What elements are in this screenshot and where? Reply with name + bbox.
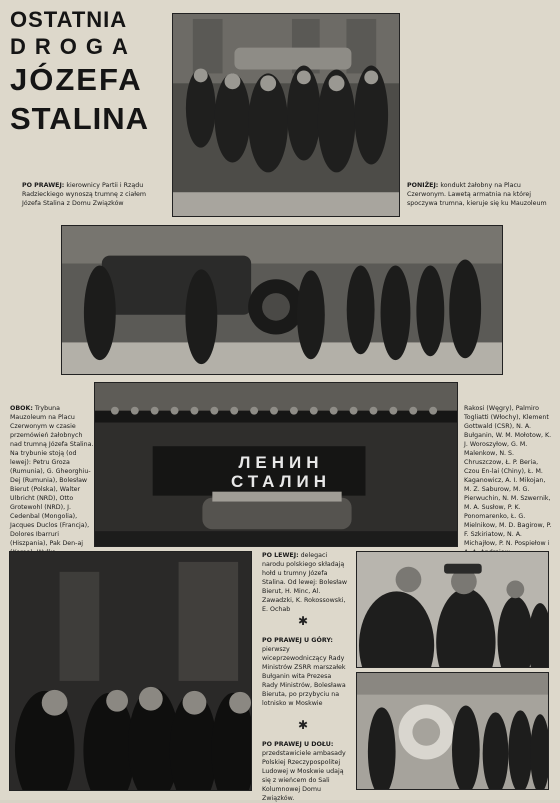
caption-po-prawej-u-gory-lead: PO PRAWEJ U GÓRY: <box>262 637 333 644</box>
caption-ponizej-text: kondukt żałobny na Placu Czerwonym. Lawetą armatnia na której spoczywa trumna, kieruje się ku Mauzoleum <box>407 182 547 207</box>
caption-ponizej-lead: PONIŻEJ: <box>407 182 439 189</box>
mausoleum-line-1: ЛЕНИН <box>238 453 324 472</box>
caption-ponizej <box>407 181 552 208</box>
caption-po-prawej-lead: PO PRAWEJ: <box>22 182 65 189</box>
caption-po-prawej-u-gory <box>262 636 348 708</box>
caption-right-block <box>464 404 552 557</box>
caption-po-lewej-lead: PO LEWEJ: <box>262 552 299 559</box>
photo-airport-greeting <box>356 551 549 668</box>
title-line-3: JÓZEFA <box>10 62 143 98</box>
photo-embassy-wreath <box>356 672 549 790</box>
caption-po-prawej <box>22 181 165 208</box>
photo-coffin-carried <box>172 13 400 217</box>
caption-po-prawej-u-dolu <box>262 740 348 803</box>
mausoleum-line-2: СТАЛИН <box>230 472 332 491</box>
caption-po-prawej-u-dolu-lead: PO PRAWEJ U DOŁU: <box>262 741 334 748</box>
separator-star-1: ✱ <box>298 614 309 628</box>
photo-funeral-procession <box>61 225 503 375</box>
caption-po-lewej <box>262 551 348 614</box>
caption-po-prawej-u-dolu-text: przedstawiciele ambasady Polskiej Rzeczypospolitej Ludowej w Moskwie udają się z wieńcem do Sali Kolumnowej Domu Związków. <box>262 750 346 802</box>
caption-obok-text: Trybuna Mauzoleum na Placu Czerwonym w czasie przemówień żałobnych nad trumną Józefa Stalina. Na trybunie stoją (od lewej): Petru Groza (Rumunia), G. Gheorghiu-Dej (Rumunia), Bolesław Bierut (Polska), Walter Ulbricht (NRD), Otto Grotewohl (NRD), J. Cedenbal (Mongolia), Jacques Duclos (Francja), Dolores Ibarruri (Hiszpania), Pak Den-aj <box>10 405 94 547</box>
caption-po-prawej-u-gory-text: pierwszy wiceprzewodniczący Rady Ministrów ZSRR marszałek Bułganin wita Prezesa Rady Ministrów, Bolesława Bieruta, po przybyciu na lotnisko w Moskwie <box>262 646 346 707</box>
title-line-1: OSTATNIA <box>10 7 128 32</box>
page-title <box>10 8 160 135</box>
mausoleum-inscription <box>196 453 366 491</box>
photo-polish-delegation <box>9 551 252 791</box>
title-line-4: STALINA <box>10 100 150 136</box>
caption-right-block-text: Rakosi (Węgry), Palmiro Togliatti (Włochy), Klement Gottwald (CSR), N. A. Bułganin, W. M. Mołotow, K. J. Woroszyłow, G. M. Malenkow, N. S. Chruszczow, Ł. P. Beria, Czou En-lai (Chiny), Ł. M. Kaganowicz, A. I. Mikojan, M. Z. Saburow, M. G. Pierwuchin, N. M. Szwernik, M. A. Susłow, P. K. Ponomarenko, Ł. G. Mielnikow, M. D. Bagirow, P. F. Szkiriatow, N. A. Michajłow, P. N. Pospiełow i <box>464 405 552 547</box>
caption-po-prawej-text: kierownicy Partii i Rządu Radzieckiego wynoszą trumnę z ciałem Józefa Stalina z Domu Związków <box>22 182 146 207</box>
caption-obok-lead: OBOK: <box>10 405 33 412</box>
title-line-2: DROGA <box>10 34 137 60</box>
caption-obok <box>10 404 94 575</box>
separator-star-2: ✱ <box>298 718 309 732</box>
caption-po-lewej-text: delegaci narodu polskiego składają hołd u trumny Józefa Stalina. Od lewej: Bolesław Bierut, H. Minc, Al. Zawadzki, K. Rokossowski, E. Ochab <box>262 552 348 613</box>
